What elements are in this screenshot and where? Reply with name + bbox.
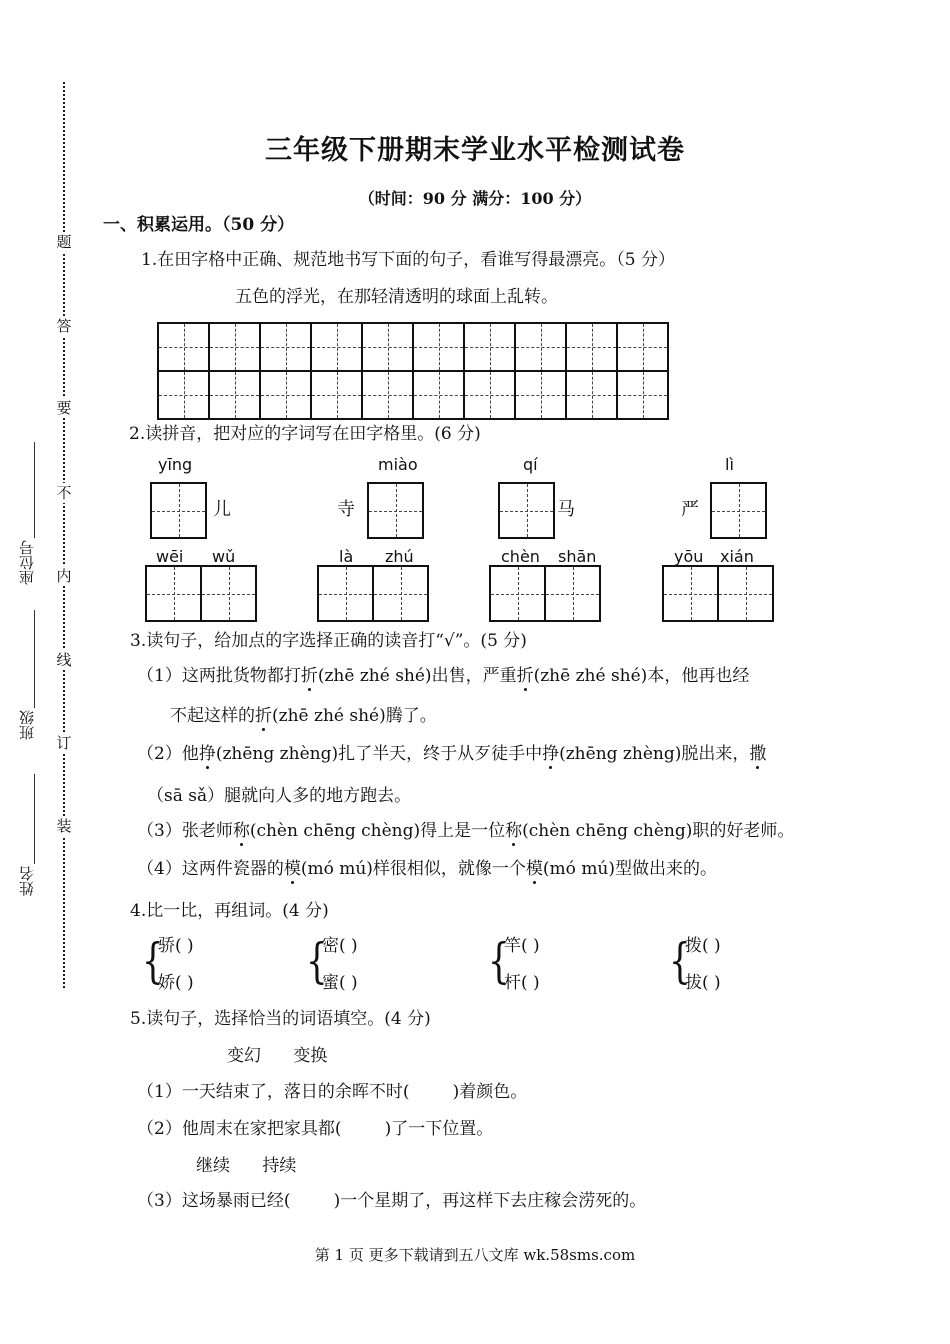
q5-sentence-1[interactable]: （1）一天结束了，落日的余晖不时( )着颜色。: [137, 1082, 528, 1102]
q3-sentence-2: （2）他挣(zhēng zhèng)扎了半天，终于从歹徒手中挣(zhēng zhèng)脱出来，撒: [137, 739, 766, 764]
compare-word-bottom[interactable]: 杆( ): [504, 973, 540, 993]
word-choices: 继续 持续: [196, 1156, 297, 1176]
given-char: 马: [557, 499, 575, 520]
margin-char: 要: [56, 399, 72, 417]
pinyin-label: zhú: [385, 547, 414, 566]
margin-char: 订: [56, 734, 72, 752]
pinyin-label: lì: [725, 455, 734, 474]
q3-sentence-2-cont: （sā sǎ）腿就向人多的地方跑去。: [147, 786, 412, 806]
name-label: 姓名: [18, 866, 36, 896]
exam-info: （时间：90 分 满分：100 分）: [358, 189, 592, 208]
q5-sentence-3[interactable]: （3）这场暴雨已经( )一个星期了，再这样下去庄稼会涝死的。: [137, 1191, 647, 1211]
pinyin-label: yōu: [674, 547, 704, 566]
pinyin-label: miào: [378, 455, 418, 474]
word-choices: 变幻 变换: [227, 1046, 328, 1066]
answer-box[interactable]: [150, 482, 207, 539]
answer-box[interactable]: [710, 482, 767, 539]
answer-box-double[interactable]: [489, 565, 601, 622]
pinyin-label: là: [339, 547, 354, 566]
margin-char: 内: [56, 567, 72, 585]
answer-box-double[interactable]: [662, 565, 774, 622]
question-5-prompt: 5.读句子，选择恰当的词语填空。(4 分): [130, 1009, 431, 1029]
brace: {: [306, 933, 328, 990]
copy-sentence: 五色的浮光，在那轻清透明的球面上乱转。: [235, 287, 558, 307]
pinyin-label: yīng: [158, 455, 193, 474]
class-label: 班级: [18, 710, 36, 740]
answer-box[interactable]: [498, 482, 555, 539]
brace: {: [669, 933, 691, 990]
question-1-prompt: 1.在田字格中正确、规范地书写下面的句子，看谁写得最漂亮。（5 分）: [141, 250, 675, 270]
page-footer: 第 1 页 更多下载请到五八文库 wk.58sms.com: [314, 1246, 636, 1264]
given-char: 寺: [337, 499, 355, 520]
question-2-prompt: 2.读拼音，把对应的字词写在田字格里。(6 分): [129, 424, 481, 444]
margin-char: 题: [56, 233, 72, 251]
class-fill-line[interactable]: [34, 610, 35, 708]
given-char: 严: [681, 499, 699, 520]
pinyin-label: qí: [523, 455, 538, 474]
answer-box-double[interactable]: [145, 565, 257, 622]
answer-box-double[interactable]: [317, 565, 429, 622]
brace: {: [142, 933, 164, 990]
margin-char: 线: [56, 651, 72, 669]
q3-sentence-1-cont: 不起这样的折(zhē zhé shé)腾了。: [170, 701, 437, 726]
binding-dotted-line: [63, 82, 65, 988]
margin-char: 答: [56, 317, 72, 335]
compare-word-bottom[interactable]: 娇( ): [158, 973, 194, 993]
name-fill-line[interactable]: [34, 774, 35, 864]
question-3-prompt: 3.读句子，给加点的字选择正确的读音打“√”。(5 分): [130, 631, 527, 651]
question-4-prompt: 4.比一比，再组词。(4 分): [130, 901, 329, 921]
section-heading: 一、积累运用。（50 分）: [103, 215, 295, 235]
writing-grid[interactable]: [157, 322, 669, 420]
brace: {: [488, 933, 510, 990]
pinyin-label: wēi: [156, 547, 184, 566]
pinyin-label: shān: [558, 547, 597, 566]
q3-sentence-3: （3）张老师称(chèn chēng chèng)得上是一位称(chèn chēng chèng)职的好老师。: [137, 816, 794, 841]
pinyin-label: wǔ: [212, 547, 236, 566]
pinyin-label: chèn: [501, 547, 540, 566]
compare-word-top[interactable]: 骄( ): [158, 936, 194, 956]
q5-sentence-2[interactable]: （2）他周末在家把家具都( )了一下位置。: [137, 1119, 494, 1139]
given-char: 儿: [213, 499, 231, 520]
q3-sentence-4: （4）这两件瓷器的模(mó mú)样很相似，就像一个模(mó mú)型做出来的。: [137, 854, 717, 879]
compare-word-bottom[interactable]: 拔( ): [685, 973, 721, 993]
seat-label: 座位号: [18, 540, 36, 585]
compare-word-top[interactable]: 竿( ): [504, 936, 540, 956]
q3-sentence-1: （1）这两批货物都打折(zhē zhé shé)出售，严重折(zhē zhé shé)本，他再也经: [137, 661, 749, 686]
margin-char: 不: [56, 484, 72, 502]
compare-word-top[interactable]: 拨( ): [685, 936, 721, 956]
compare-word-top[interactable]: 密( ): [322, 936, 358, 956]
margin-char: 装: [56, 817, 72, 835]
pinyin-label: xián: [720, 547, 754, 566]
seat-fill-line[interactable]: [34, 442, 35, 538]
compare-word-bottom[interactable]: 蜜( ): [322, 973, 358, 993]
page-title: 三年级下册期末学业水平检测试卷: [265, 135, 685, 166]
answer-box[interactable]: [367, 482, 424, 539]
